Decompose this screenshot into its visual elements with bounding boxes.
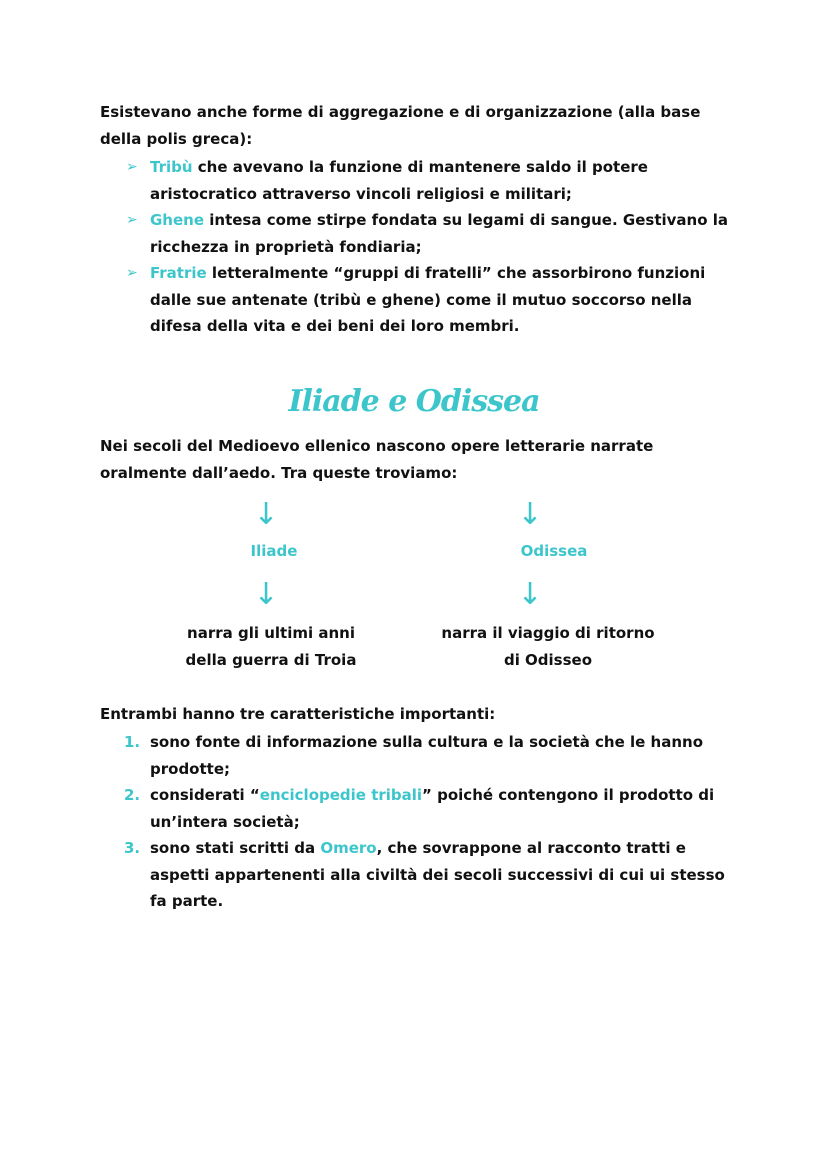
feature-text: sono fonte di informazione sulla cultura e la società che le hanno prodotte; — [150, 733, 704, 778]
iliade-description — [151, 620, 391, 674]
list-item — [126, 260, 746, 340]
section-intro-paragraph: Nei secoli del Medioevo ellenico nascono opere letterarie narrate oralmente dall’aedo. Tra queste troviamo: — [100, 437, 654, 482]
list-item — [124, 835, 744, 915]
term-fratrie: Fratrie — [150, 264, 207, 282]
feature-text: , che sovrappone al racconto tratti e aspetti appartenenti alla civiltà dei secoli successivi di cui ui stesso fa parte. — [150, 839, 725, 910]
section-title: Iliade e Odissea — [288, 384, 540, 419]
features-list — [124, 729, 744, 915]
features-intro: Entrambi hanno tre caratteristiche importanti: — [100, 705, 496, 723]
intro-paragraph: Esistevano anche forme di aggregazione e di organizzazione (alla base della polis greca): — [100, 103, 701, 148]
down-arrow-icon: ↓ — [253, 577, 279, 612]
feature-text: sono stati scritti da — [150, 839, 321, 857]
list-item-text: letteralmente “gruppi di fratelli” che assorbirono funzioni dalle sue antenate (tribù e ghene) come il mutuo soccorso nella difesa della vita e dei beni dei loro membri. — [150, 264, 706, 335]
arrowhead-bullet-icon: ➢ — [126, 212, 138, 228]
down-arrow-icon: ↓ — [517, 577, 543, 612]
down-arrow-icon: ↓ — [253, 497, 279, 532]
aggregation-list — [126, 154, 746, 340]
list-item-text: intesa come stirpe fondata su legami di sangue. Gestivano la ricchezza in proprietà fondiaria; — [150, 211, 728, 256]
iliade-label: Iliade — [250, 542, 298, 560]
odissea-description — [428, 620, 668, 674]
arrowhead-bullet-icon: ➢ — [126, 265, 138, 281]
list-item — [124, 782, 744, 835]
odissea-description-line: di Odisseo — [503, 651, 593, 669]
list-number: 2. — [124, 786, 141, 804]
highlight-omero: Omero — [320, 839, 377, 857]
list-item — [126, 207, 746, 260]
list-item — [124, 729, 744, 782]
list-item — [126, 154, 746, 207]
list-item-text: che avevano la funzione di mantenere saldo il potere aristocratico attraverso vincoli religiosi e militari; — [150, 158, 648, 203]
feature-text: ” poiché contengono il prodotto di un’intera società; — [150, 786, 715, 831]
list-number: 1. — [124, 733, 141, 751]
arrowhead-bullet-icon: ➢ — [126, 159, 138, 175]
term-ghene: Ghene — [150, 211, 205, 229]
odissea-description-line: narra il viaggio di ritorno — [441, 624, 655, 642]
odissea-label: Odissea — [520, 542, 588, 560]
iliade-description-line: della guerra di Troia — [185, 651, 357, 669]
iliade-description-line: narra gli ultimi anni — [187, 624, 355, 642]
list-number: 3. — [124, 839, 141, 857]
feature-text: considerati “ — [150, 786, 260, 804]
highlight-enciclopedie-tribali: enciclopedie tribali — [259, 786, 423, 804]
down-arrow-icon: ↓ — [517, 497, 543, 532]
term-tribu: Tribù — [150, 158, 193, 176]
